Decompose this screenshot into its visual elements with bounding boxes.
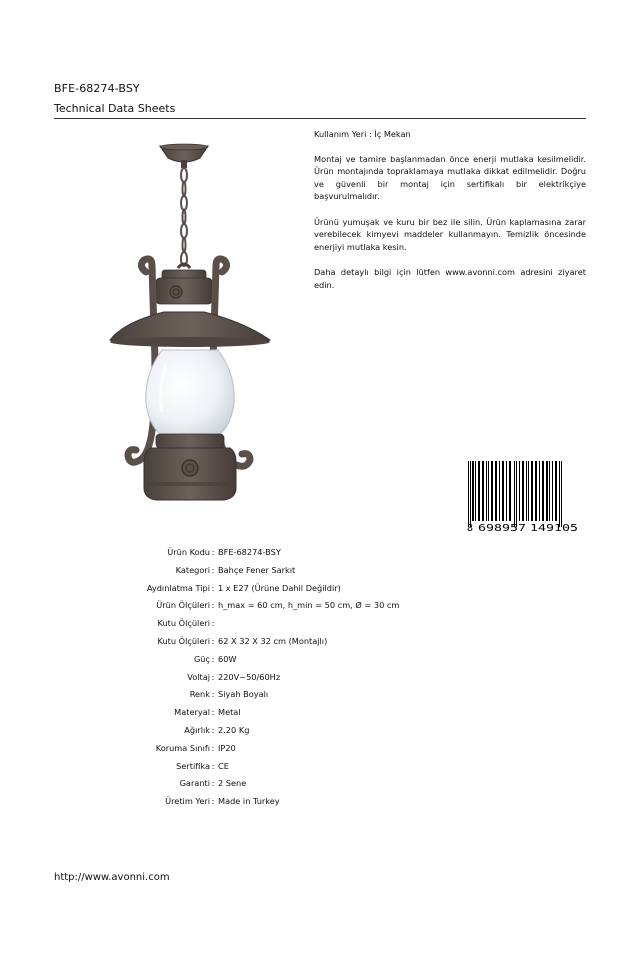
spec-label: Üretim Yeri bbox=[165, 796, 210, 807]
spec-value: 2.20 Kg bbox=[218, 724, 250, 735]
barcode-digit-lead: 8 bbox=[467, 523, 474, 533]
spec-value: 1 x E27 (Ürüne Dahil Değildir) bbox=[218, 582, 341, 593]
spec-separator: : bbox=[211, 724, 215, 735]
cleaning-instructions: Ürünü yumuşak ve kuru bir bez ile silin. Ürün kaplamasına zarar verebilecek kimyevi maddeler kullanmayın. Temizlik öncesinde enerjiyi mutlaka kesin. bbox=[314, 216, 586, 252]
spec-row bbox=[100, 775, 430, 793]
spec-label: Koruma Sınıfı bbox=[155, 742, 210, 753]
barcode-bar bbox=[499, 461, 500, 521]
spec-separator: : bbox=[211, 760, 215, 771]
barcode-bar bbox=[522, 461, 524, 521]
spec-value: IP20 bbox=[218, 742, 236, 753]
spec-label: Renk bbox=[189, 689, 210, 700]
spec-value: 220V~50/60Hz bbox=[218, 671, 281, 682]
barcode-bar bbox=[546, 461, 548, 521]
barcode-bar bbox=[516, 461, 517, 527]
barcode-bar bbox=[539, 461, 540, 521]
barcode-bar bbox=[495, 461, 497, 521]
document-subtitle: Technical Data Sheets bbox=[54, 102, 176, 115]
spec-separator: : bbox=[211, 582, 215, 593]
spec-row bbox=[100, 651, 430, 669]
spec-separator: : bbox=[211, 547, 215, 557]
barcode-digits-left: 698957 bbox=[478, 523, 526, 533]
barcode-digits-right: 149105 bbox=[530, 523, 578, 533]
barcode-bar bbox=[531, 461, 533, 521]
spec-row bbox=[100, 597, 430, 615]
spec-separator: : bbox=[211, 564, 215, 575]
barcode-bar bbox=[472, 461, 474, 521]
spec-label: Kutu Ölçüleri bbox=[157, 618, 210, 629]
spec-label: Garanti bbox=[179, 778, 210, 789]
barcode-bar bbox=[528, 461, 529, 521]
spec-row bbox=[100, 758, 430, 776]
product-code-title: BFE-68274-BSY bbox=[54, 82, 140, 95]
spec-row bbox=[100, 686, 430, 704]
spec-separator: : bbox=[211, 635, 215, 646]
barcode-bar bbox=[509, 461, 511, 521]
spec-label: Kutu Ölçüleri bbox=[157, 635, 210, 646]
barcode-bar bbox=[475, 461, 476, 521]
spec-row bbox=[100, 740, 430, 758]
spec-separator: : bbox=[211, 707, 215, 718]
spec-row bbox=[100, 580, 430, 598]
spec-label: Materyal bbox=[174, 707, 210, 718]
usage-location: Kullanım Yeri : İç Mekan bbox=[314, 129, 411, 139]
spec-separator: : bbox=[211, 778, 215, 789]
barcode-bar bbox=[482, 461, 484, 521]
spec-label: Kategori bbox=[175, 564, 210, 575]
barcode-bar bbox=[478, 461, 480, 521]
spec-label: Sertifika bbox=[176, 760, 210, 771]
spec-value: Metal bbox=[218, 707, 241, 718]
spec-row bbox=[100, 669, 430, 687]
spec-row bbox=[100, 704, 430, 722]
spec-row bbox=[100, 562, 430, 580]
spec-separator: : bbox=[211, 653, 215, 664]
spec-separator: : bbox=[211, 796, 215, 807]
barcode-bar bbox=[552, 461, 553, 521]
spec-row bbox=[100, 722, 430, 740]
spec-value: 2 Sene bbox=[218, 778, 247, 789]
barcode-bar bbox=[561, 461, 562, 527]
barcode-bar bbox=[491, 461, 493, 521]
barcode-bar bbox=[519, 461, 520, 521]
spec-separator: : bbox=[211, 618, 215, 629]
spec-row bbox=[100, 544, 430, 562]
barcode-bar bbox=[486, 461, 487, 521]
spec-value: h_max = 60 cm, h_min = 50 cm, Ø = 30 cm bbox=[218, 600, 400, 611]
spec-separator: : bbox=[211, 742, 215, 753]
barcode-bar bbox=[555, 461, 557, 521]
spec-label: Ürün Ölçüleri bbox=[156, 600, 210, 611]
spec-value: Made in Turkey bbox=[218, 796, 280, 807]
more-info-note: Daha detaylı bilgi için lütfen www.avonni.com adresini ziyaret edin. bbox=[314, 266, 586, 290]
spec-value bbox=[216, 615, 218, 633]
usage-notes bbox=[314, 128, 586, 304]
spec-label: Ürün Kodu bbox=[167, 547, 210, 557]
barcode-bar bbox=[468, 461, 469, 527]
website-link[interactable]: http://www.avonni.com bbox=[54, 872, 170, 883]
spec-value: 60W bbox=[218, 653, 237, 664]
spec-row bbox=[100, 793, 430, 811]
barcode-bar bbox=[506, 461, 507, 521]
installation-warning: Montaj ve tamire başlanmadan önce enerji mutlaka kesilmelidir. Ürün montajında topraklamaya mutlaka dikkat edilmelidir. Doğru ve güvenli bir montaj için sertifikalı bir elektrikçiye başvurulmalıdır. bbox=[314, 153, 586, 202]
barcode-graphic bbox=[466, 461, 584, 533]
barcode-bar bbox=[514, 461, 515, 527]
barcode-bar bbox=[542, 461, 544, 521]
specification-table bbox=[100, 544, 430, 811]
spec-label: Aydınlatma Tipi bbox=[146, 582, 210, 593]
spec-value: Bahçe Fener Sarkıt bbox=[218, 564, 296, 575]
spec-separator: : bbox=[211, 689, 215, 700]
spec-label: Voltaj bbox=[187, 671, 210, 682]
spec-label: Güç bbox=[193, 653, 210, 664]
spec-value: Siyah Boyalı bbox=[218, 689, 269, 700]
header-divider bbox=[54, 118, 586, 119]
ean-barcode bbox=[466, 461, 584, 533]
lantern-product-image bbox=[104, 142, 274, 508]
barcode-bar bbox=[526, 461, 527, 521]
spec-value: BFE-68274-BSY bbox=[218, 547, 281, 557]
spec-label: Ağırlık bbox=[184, 724, 210, 735]
spec-separator: : bbox=[211, 600, 215, 611]
spec-value: 62 X 32 X 32 cm (Montajlı) bbox=[218, 635, 328, 646]
spec-separator: : bbox=[211, 671, 215, 682]
barcode-bar bbox=[488, 461, 489, 521]
spec-row bbox=[100, 633, 430, 651]
barcode-bar bbox=[559, 461, 560, 527]
document-header bbox=[54, 82, 586, 115]
barcode-bar bbox=[535, 461, 537, 521]
spec-value: CE bbox=[218, 760, 229, 771]
barcode-bar bbox=[502, 461, 504, 521]
barcode-bar bbox=[470, 461, 471, 527]
spec-row bbox=[100, 615, 430, 633]
barcode-bar bbox=[549, 461, 550, 521]
